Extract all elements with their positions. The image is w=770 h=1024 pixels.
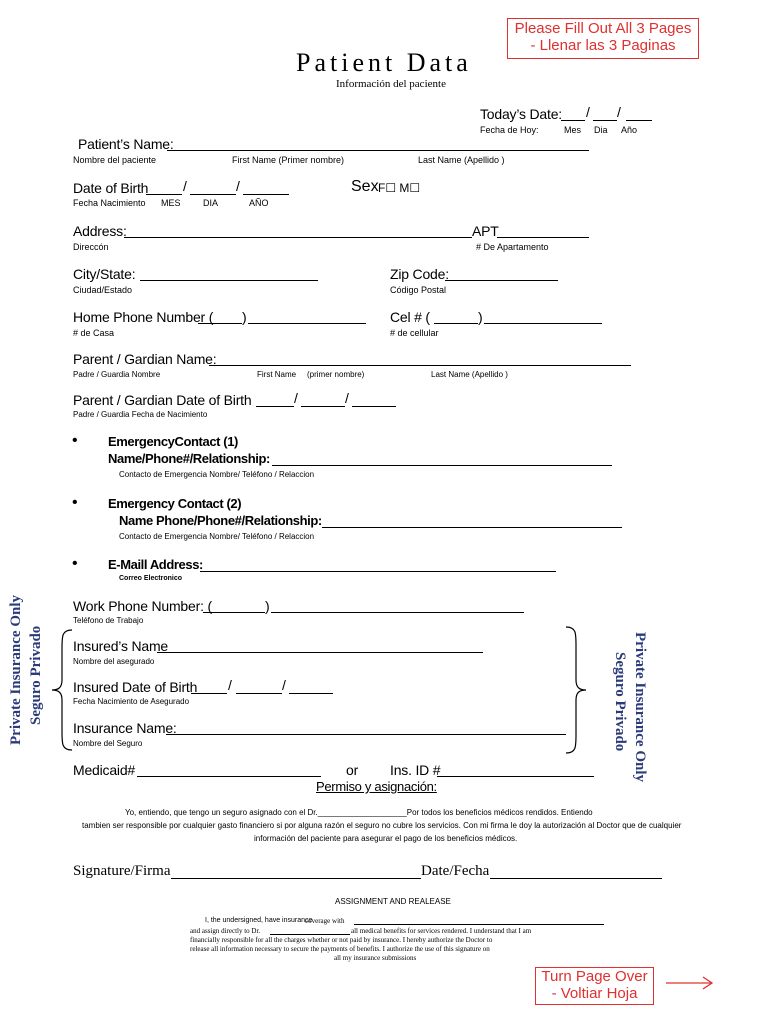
- cel-field[interactable]: [484, 323, 602, 324]
- page-title: Patient Data: [296, 48, 472, 77]
- home-phone-sub: # de Casa: [73, 328, 115, 338]
- dob-year-field[interactable]: [243, 194, 289, 195]
- parent-name-sub: Padre / Guardia Nombre: [73, 370, 161, 379]
- notice-line-2: - Llenar las 3 Paginas: [530, 37, 676, 54]
- date-slash: /: [617, 104, 621, 120]
- work-phone-label: Work Phone Number: (: [73, 598, 212, 614]
- dob-slash: /: [236, 178, 240, 194]
- parent-dob-label: Parent / Gardian Date of Birth: [73, 392, 252, 408]
- side-left-line2: Seguro Privado: [28, 625, 44, 725]
- date-field[interactable]: [490, 878, 662, 879]
- bullet-icon: •: [72, 494, 78, 511]
- insurance-name-field[interactable]: [166, 734, 566, 735]
- permiso-p1: Yo, entiendo, que tengo un seguro asignado con el Dr.____________________Por todos los beneficios médicos rendidos. Entiendo: [125, 808, 593, 817]
- cel-close: ): [478, 309, 483, 325]
- dob-slash: /: [183, 178, 187, 194]
- turn-page-line-2: - Voltiar Hoja: [551, 985, 638, 1002]
- home-phone-label: Home Phone Number (: [73, 309, 214, 325]
- date-slash: /: [586, 104, 590, 120]
- dob-label: Date of Birth: [73, 180, 149, 196]
- address-sub: Direccón: [73, 242, 109, 252]
- dob-ano: AÑO: [249, 198, 269, 208]
- left-brace-icon: [50, 628, 74, 752]
- insured-dob-label: Insured Date of Birth: [73, 679, 198, 695]
- cel-area-field[interactable]: [434, 323, 478, 324]
- parent-last-sub: Last Name (Apellido ): [431, 370, 508, 379]
- assignment-l3: financially responsible for all the charges whether or not paid by insurance. I hereby authorize the Doctor to: [190, 936, 493, 944]
- emergency1-line2: Name/Phone#/Relationship:: [108, 451, 270, 466]
- notice-line-1: Please Fill Out All 3 Pages: [514, 20, 692, 37]
- assignment-l5: all my insurance submissions: [334, 954, 417, 962]
- date-label: Date/Fecha: [421, 863, 490, 879]
- address-field[interactable]: [124, 237, 472, 238]
- dob-dia: DIA: [203, 198, 219, 208]
- email-field[interactable]: [200, 571, 556, 572]
- insured-dob-day-field[interactable]: [236, 693, 282, 694]
- home-phone-field[interactable]: [248, 323, 366, 324]
- parent-dob-slash: /: [294, 390, 298, 406]
- insured-dob-month-field[interactable]: [191, 693, 227, 694]
- ins-id-label: Ins. ID #: [390, 762, 441, 778]
- email-label: E-Maill Address:: [108, 557, 203, 572]
- assignment-l1a: I, the undersigned, have insurance: [205, 917, 313, 924]
- assignment-l2a: and assign directly to Dr.: [190, 927, 261, 935]
- permiso-p3: información del paciente para asegurar el pago de los beneficios médicos.: [254, 834, 518, 843]
- email-sub: Correo Electronico: [119, 575, 183, 582]
- parent-dob-month-field[interactable]: [256, 406, 294, 407]
- work-phone-close: ): [265, 598, 270, 614]
- insured-dob-slash: /: [282, 677, 286, 693]
- home-phone-close: ): [242, 309, 247, 325]
- work-phone-field[interactable]: [271, 612, 524, 613]
- todays-date-label: Today’s Date:: [480, 106, 562, 122]
- patient-first-name-sub: First Name (Primer nombre): [232, 155, 345, 165]
- side-right-line2: Seguro Privado: [612, 652, 628, 752]
- assignment-doctor-field[interactable]: [270, 934, 350, 935]
- side-label-right: [610, 632, 650, 782]
- dob-sub: Fecha Nacimiento: [73, 198, 146, 208]
- zip-field[interactable]: [445, 280, 558, 281]
- zip-label: Zip Code:: [390, 266, 449, 282]
- emergency1-sub: Contacto de Emergencia Nombre/ Teléfono / Relaccion: [119, 470, 315, 479]
- emergency2-field[interactable]: [322, 527, 622, 528]
- bullet-icon: •: [72, 555, 78, 572]
- side-right-line1: Private Insurance Only: [632, 632, 648, 782]
- insured-name-sub: Nombre del asegurado: [73, 657, 155, 666]
- permiso-p2: tambien ser responsible por cualquier gasto financiero si por alguna razón el seguro no cubre los servicios. Con mi firma le doy la autorización al Doctor que de cualquier: [82, 821, 682, 830]
- emergency2-line2: Name Phone/Phone#/Relationship:: [119, 513, 322, 528]
- assignment-l1b: coverage with: [305, 917, 345, 925]
- emergency2-sub: Contacto de Emergencia Nombre/ Teléfono / Relaccion: [119, 532, 315, 541]
- patient-name-label: Patient’s Name:: [78, 136, 174, 152]
- assignment-insurance-field[interactable]: [354, 924, 604, 925]
- right-brace-icon: [564, 625, 588, 755]
- assignment-title: ASSIGNMENT AND REALEASE: [335, 897, 451, 906]
- turn-page-line-1: Turn Page Over: [541, 968, 648, 985]
- work-phone-sub: Teléfono de Trabajo: [73, 616, 144, 625]
- home-phone-area-field[interactable]: [198, 323, 242, 324]
- parent-name-field[interactable]: [209, 365, 631, 366]
- permiso-title: Permiso y asignación:: [316, 779, 437, 794]
- dob-month-field[interactable]: [146, 194, 182, 195]
- ins-id-field[interactable]: [437, 776, 594, 777]
- parent-primer-sub: (primer nombre): [307, 370, 365, 379]
- todays-date-dia: Dia: [594, 125, 608, 135]
- cel-sub: # de cellular: [390, 328, 439, 338]
- todays-date-sub: Fecha de Hoy:: [480, 125, 539, 135]
- dob-day-field[interactable]: [190, 194, 236, 195]
- turn-page-notice: [535, 967, 654, 1005]
- apt-label: APT: [472, 223, 499, 239]
- city-field[interactable]: [140, 280, 318, 281]
- insured-dob-sub: Fecha Nacimiento de Asegurado: [73, 697, 190, 706]
- signature-label: Signature/Firma: [73, 863, 171, 879]
- insured-name-field[interactable]: [157, 652, 483, 653]
- patient-name-sub: Nombre del paciente: [73, 155, 157, 165]
- emergency2-line1: Emergency Contact (2): [108, 496, 242, 511]
- signature-field[interactable]: [171, 878, 421, 879]
- side-left-line1: Private Insurance Only: [8, 595, 24, 745]
- insurance-name-sub: Nombre del Seguro: [73, 739, 143, 748]
- patient-name-field[interactable]: [167, 150, 589, 151]
- parent-dob-year-field[interactable]: [352, 406, 396, 407]
- parent-dob-slash: /: [345, 390, 349, 406]
- zip-sub: Código Postal: [390, 285, 447, 295]
- medicaid-label: Medicaid#: [73, 762, 136, 778]
- apt-sub: # De Apartamento: [476, 242, 549, 252]
- emergency1-field[interactable]: [272, 465, 612, 466]
- parent-dob-day-field[interactable]: [301, 406, 345, 407]
- address-label: Address:: [73, 223, 127, 239]
- assignment-l2b: all medical benefits for services rendered. I understand that I am: [351, 927, 532, 935]
- parent-first-sub: First Name: [257, 370, 297, 379]
- todays-date-ano: Año: [621, 125, 638, 135]
- todays-date-month-field[interactable]: [561, 120, 585, 121]
- parent-dob-sub: Padre / Guardia Fecha de Nacimiento: [73, 410, 208, 419]
- todays-date-mes: Mes: [564, 125, 582, 135]
- insured-dob-year-field[interactable]: [289, 693, 333, 694]
- todays-date-day-field[interactable]: [593, 120, 617, 121]
- apt-field[interactable]: [497, 237, 589, 238]
- emergency1-line1: EmergencyContact (1): [108, 434, 238, 449]
- todays-date-year-field[interactable]: [626, 120, 652, 121]
- city-sub: Ciudad/Estado: [73, 285, 133, 295]
- dob-mes: MES: [161, 198, 181, 208]
- side-label-left: [6, 595, 46, 745]
- sex-label: Sex: [351, 178, 379, 195]
- page-subtitle: Información del paciente: [336, 78, 446, 90]
- cel-label: Cel # (: [390, 309, 430, 325]
- patient-last-name-sub: Last Name (Apellido ): [418, 155, 505, 165]
- medicaid-or: or: [346, 762, 359, 778]
- insurance-name-label: Insurance Name:: [73, 720, 177, 736]
- work-phone-area-field[interactable]: [203, 612, 265, 613]
- assignment-l4: release all information necessary to secure the payments of benefits. I authorize the use of this signature on: [190, 945, 490, 953]
- bullet-icon: •: [72, 432, 78, 449]
- medicaid-field[interactable]: [137, 776, 321, 777]
- insured-dob-slash: /: [228, 677, 232, 693]
- arrow-right-icon: [665, 975, 715, 991]
- insured-name-label: Insured’s Name: [73, 638, 168, 654]
- fill-all-pages-notice: [507, 18, 699, 59]
- parent-name-label: Parent / Gardian Name:: [73, 351, 217, 367]
- sex-options[interactable]: F☐ M☐: [378, 181, 421, 195]
- city-label: City/State:: [73, 266, 136, 282]
